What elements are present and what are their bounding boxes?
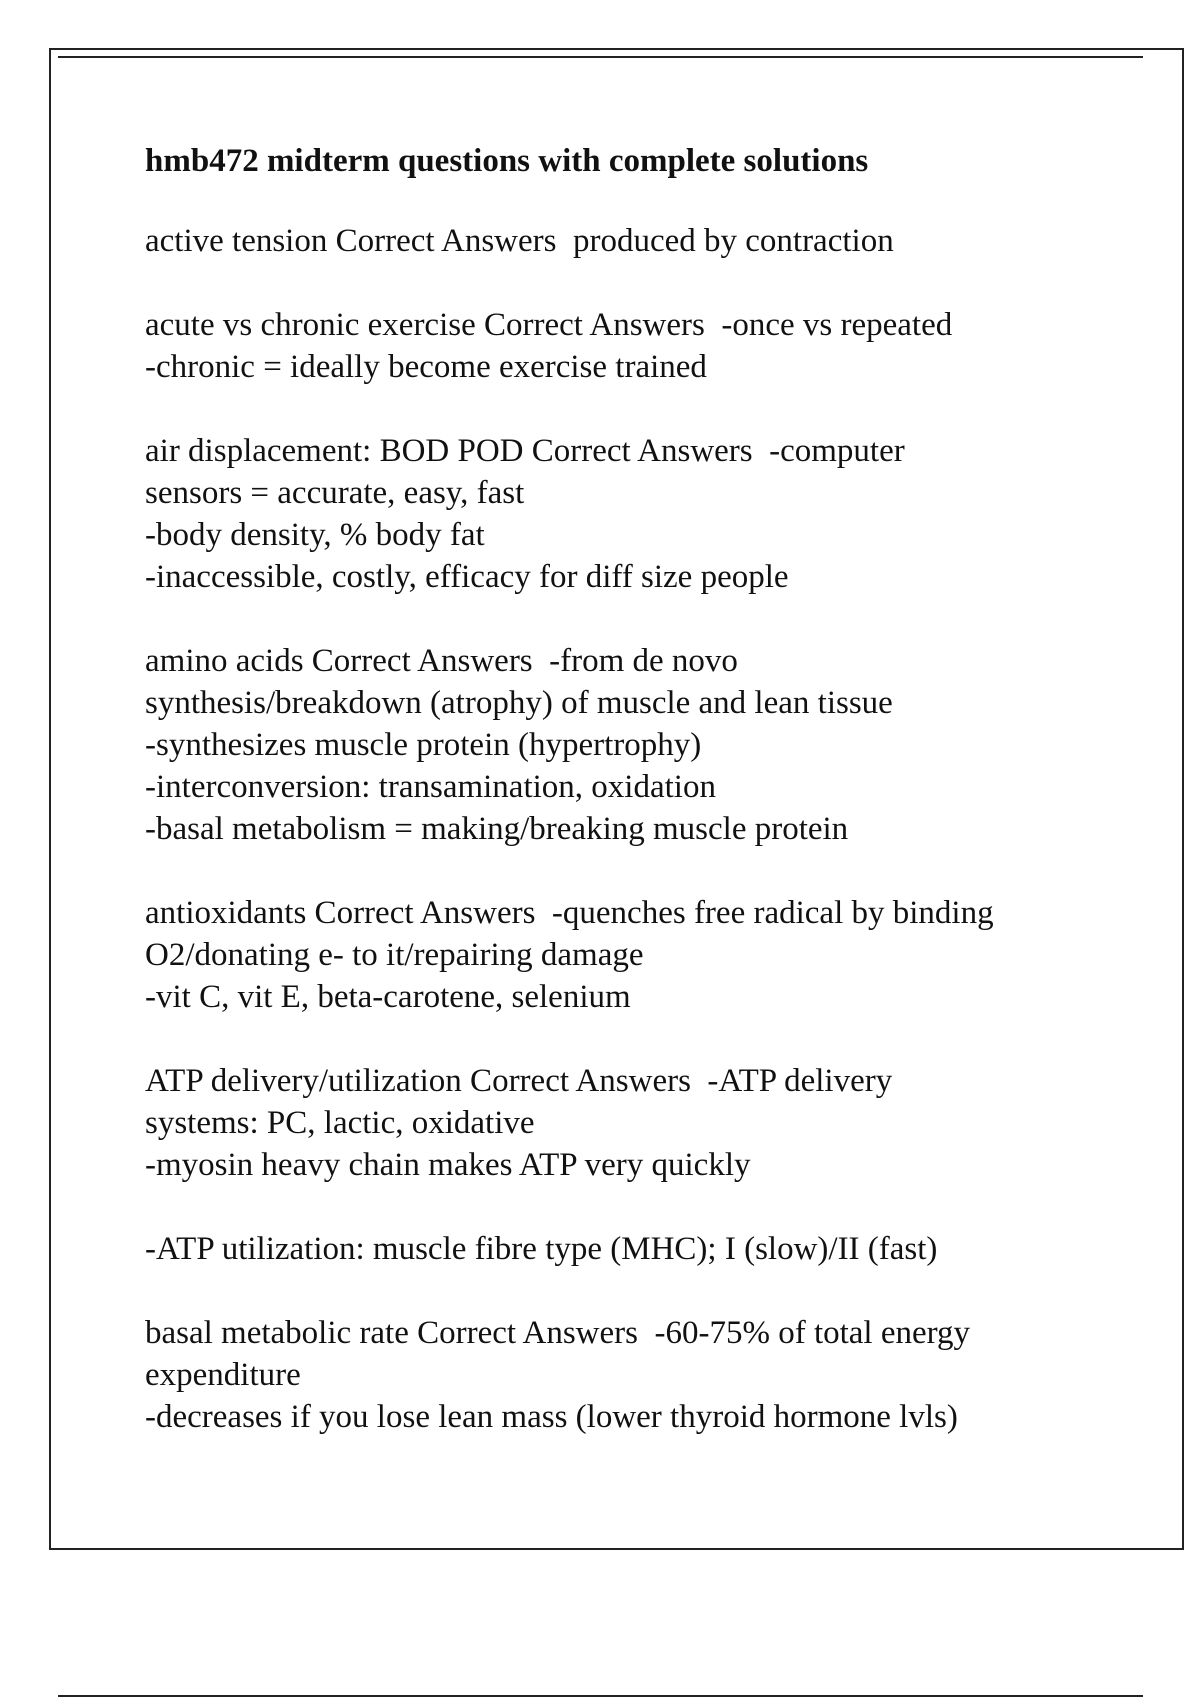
entry-line: systems: PC, lactic, oxidative: [145, 1105, 535, 1141]
entry-line: amino acids Correct Answers -from de novo: [145, 643, 738, 679]
qa-entry: [145, 1312, 1145, 1438]
qa-entry: [145, 640, 1145, 850]
entry-line: -chronic = ideally become exercise trained: [145, 349, 707, 385]
entry-line: O2/donating e- to it/repairing damage: [145, 937, 644, 973]
entry-line: -inaccessible, costly, efficacy for diff size people: [145, 559, 789, 595]
entry-line: acute vs chronic exercise Correct Answers -once vs repeated: [145, 307, 953, 343]
qa-entry: [145, 892, 1145, 1018]
entry-line: -vit C, vit E, beta-carotene, selenium: [145, 979, 631, 1015]
entry-line: -decreases if you lose lean mass (lower thyroid hormone lvls): [145, 1399, 958, 1435]
qa-entry: [145, 1060, 1145, 1186]
entry-line: -basal metabolism = making/breaking muscle protein: [145, 811, 849, 847]
bottom-rule: [58, 1695, 1143, 1697]
document-title: hmb472 midterm questions with complete solutions: [145, 143, 869, 179]
qa-entry: [145, 1228, 1145, 1270]
document-body: [145, 140, 1145, 1480]
entry-line: -synthesizes muscle protein (hypertrophy): [145, 727, 702, 763]
qa-entry: [145, 430, 1145, 598]
entry-line: -ATP utilization: muscle fibre type (MHC); I (slow)/II (fast): [145, 1231, 938, 1267]
entry-line: -myosin heavy chain makes ATP very quickly: [145, 1147, 751, 1183]
entry-line: antioxidants Correct Answers -quenches free radical by binding: [145, 895, 994, 931]
entry-line: active tension Correct Answers produced by contraction: [145, 223, 894, 259]
qa-entry: [145, 220, 1145, 262]
entry-line: -interconversion: transamination, oxidation: [145, 769, 716, 805]
qa-entry: [145, 304, 1145, 388]
entry-line: basal metabolic rate Correct Answers -60-75% of total energy: [145, 1315, 971, 1351]
entry-line: sensors = accurate, easy, fast: [145, 475, 525, 511]
entry-line: ATP delivery/utilization Correct Answers -ATP delivery: [145, 1063, 893, 1099]
entry-line: air displacement: BOD POD Correct Answers -computer: [145, 433, 905, 469]
entry-line: -body density, % body fat: [145, 517, 485, 553]
entry-line: synthesis/breakdown (atrophy) of muscle and lean tissue: [145, 685, 893, 721]
entry-line: expenditure: [145, 1357, 301, 1393]
